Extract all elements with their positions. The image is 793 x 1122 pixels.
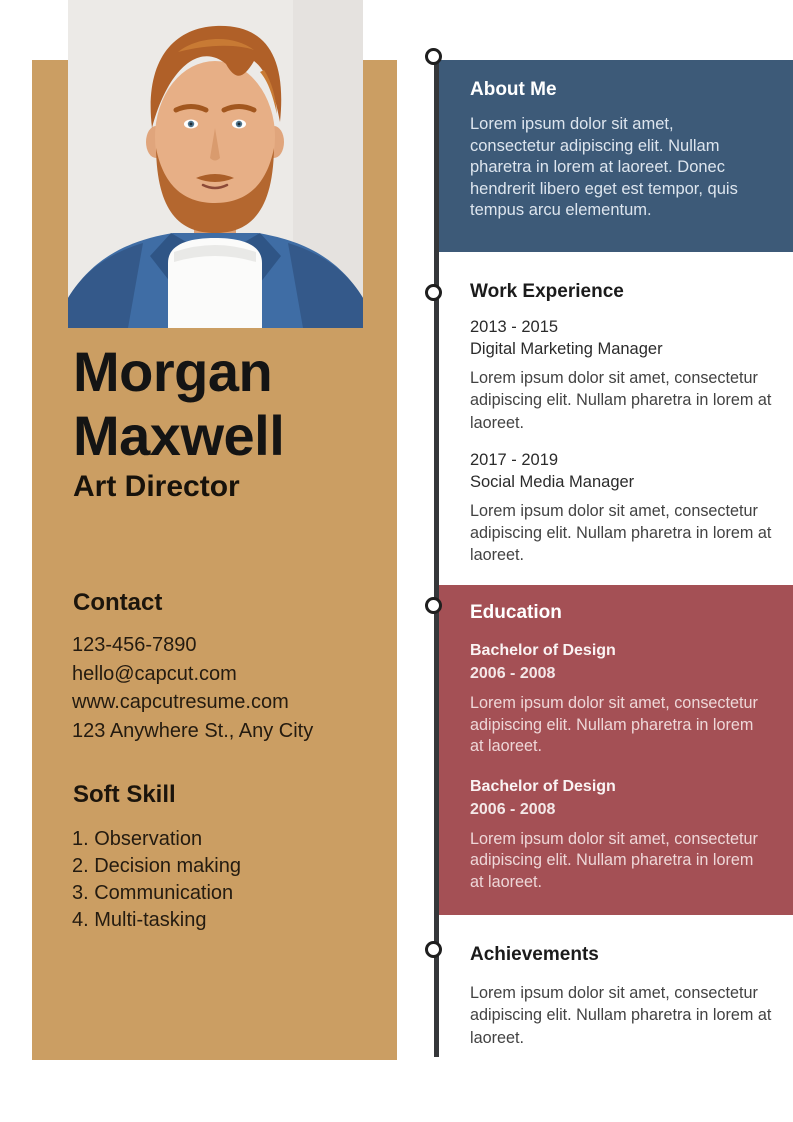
education-body: Lorem ipsum dolor sit amet, consectetur adipiscing elit. Nullam pharetra in lorem at laoreet. [470,829,758,891]
contact-phone: 123-456-7890 [72,634,197,656]
work-entry-role: Social Media Manager [470,472,635,491]
timeline-dot-education [425,597,442,614]
education-period: 2006 - 2008 [470,800,556,818]
contact-list [72,631,313,745]
work-entry-role: Digital Marketing Manager [470,340,663,358]
work-entry [470,316,785,434]
skill-item: 4. Multi-tasking [72,909,207,931]
education-degree: Bachelor of Design [470,642,616,659]
work-experience-heading: Work Experience [470,281,624,302]
soft-skill-list [72,826,241,934]
education-degree: Bachelor of Design [470,777,616,795]
education-entry [470,639,769,758]
skill-item: 1. Observation [72,828,203,850]
last-name: Maxwell [73,404,285,467]
timeline-dot-about [425,48,442,65]
about-heading: About Me [470,79,557,100]
education-entry [470,775,769,894]
contact-email: hello@capcut.com [72,662,237,685]
timeline-dot-achievements [425,941,442,958]
candidate-name [73,340,284,468]
work-entry-body: Lorem ipsum dolor sit amet, consectetur adipiscing elit. Nullam pharetra in lorem at laoreet. [470,501,772,565]
about-section [439,60,793,252]
education-period: 2006 - 2008 [470,665,556,682]
work-entry-period: 2013 - 2015 [470,318,559,336]
job-title: Art Director [73,470,240,503]
education-body: Lorem ipsum dolor sit amet, consectetur adipiscing elit. Nullam pharetra in lorem at laoreet. [470,694,758,755]
about-body: Lorem ipsum dolor sit amet, consectetur adipiscing elit. Nullam pharetra in lorem at laoreet. Donec hendrerit libero eget est tempor, quis tempus arcu elementum. [470,115,738,219]
contact-heading: Contact [73,589,163,616]
education-heading: Education [470,602,562,623]
education-section [439,585,793,915]
timeline-dot-work [425,284,442,301]
soft-skill-heading: Soft Skill [73,781,176,808]
contact-website: www.capcutresume.com [72,691,289,713]
work-entry [470,449,785,567]
portrait-illustration [68,0,363,328]
work-entry-period: 2017 - 2019 [470,450,559,469]
skill-item: 3. Communication [72,882,234,904]
achievements-heading: Achievements [470,944,599,965]
achievements-section [470,944,785,1049]
profile-photo [68,0,363,328]
contact-address: 123 Anywhere St., Any City [72,719,314,742]
work-experience-section [470,281,785,582]
first-name: Morgan [73,340,273,403]
work-entry-body: Lorem ipsum dolor sit amet, consectetur adipiscing elit. Nullam pharetra in lorem at laoreet. [470,369,772,432]
achievements-body: Lorem ipsum dolor sit amet, consectetur adipiscing elit. Nullam pharetra in lorem at laoreet. [470,984,772,1047]
skill-item: 2. Decision making [72,855,241,877]
